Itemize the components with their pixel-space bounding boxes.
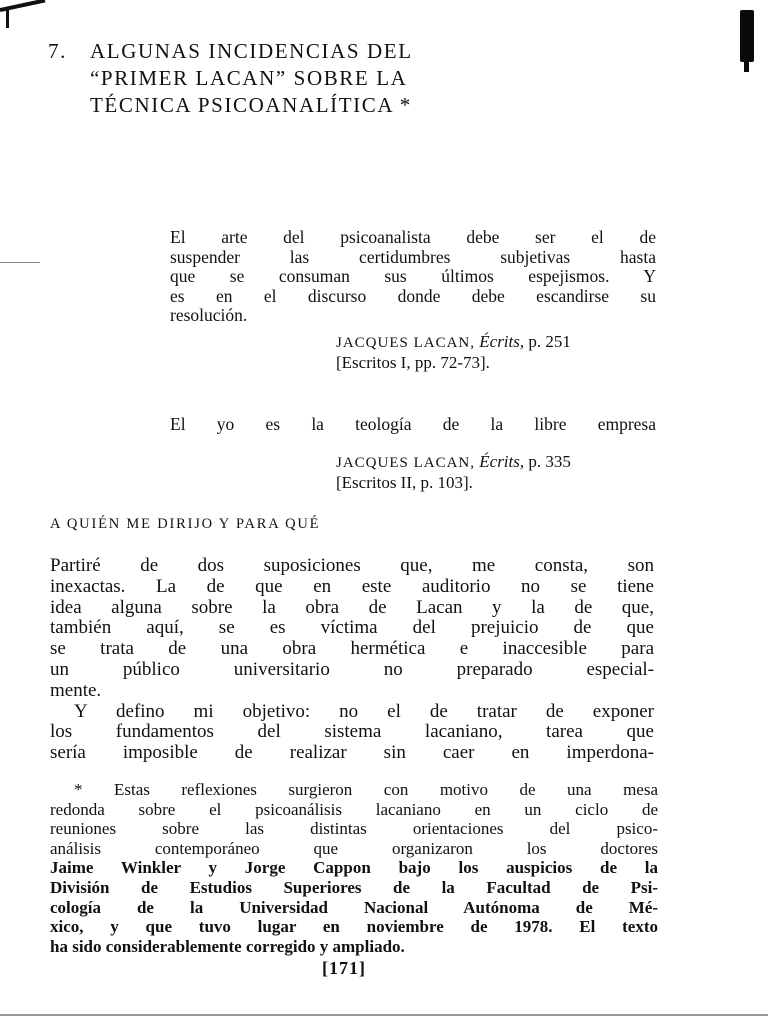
epigraph-line: es en el discurso donde debe escandirse su: [170, 285, 656, 306]
body-line: inexactas. La de que en este auditorio no se tiene: [50, 575, 654, 597]
footnote-line: ha sido considerablemente corregido y ampliado.: [50, 936, 405, 956]
chapter-title-line: “PRIMER LACAN” SOBRE LA: [90, 66, 408, 90]
body-line: mente.: [50, 679, 102, 701]
footnote: [50, 780, 658, 956]
epigraph-2-attribution: [336, 452, 571, 493]
scan-corner-mark: [0, 0, 48, 26]
scan-edge-mark: [740, 10, 754, 62]
body-text: [50, 556, 654, 764]
footnote-line: División de Estudios Superiores de la Facultad de Psi-: [50, 877, 658, 897]
epigraph-author: JACQUES LACAN,: [336, 455, 476, 471]
body-line: Y defino mi objetivo: no el de tratar de exponer: [74, 700, 654, 722]
body-line: un público universitario no preparado especial-: [50, 658, 654, 680]
epigraph-line: suspender las certidumbres subjetivas hasta: [170, 246, 656, 267]
body-line: también aquí, se es víctima del prejuicio de que: [50, 617, 654, 639]
section-heading: A QUIÉN ME DIRIJO Y PARA QUÉ: [50, 516, 321, 532]
body-line: los fundamentos del sistema lacaniano, tarea que: [50, 721, 654, 743]
epigraph-work: Écrits,: [479, 452, 525, 471]
chapter-title: [90, 38, 510, 119]
body-line: Partiré de dos suposiciones que, me consta, son: [50, 555, 654, 576]
epigraph-translation-ref: [Escritos I, pp. 72-73].: [336, 353, 490, 372]
body-line: sería imposible de realizar sin caer en imperdona-: [50, 742, 654, 764]
footnote-line: Jaime Winkler y Jorge Cappon bajo los auspicios de la: [50, 858, 658, 878]
epigraph-work: Écrits,: [479, 332, 525, 351]
body-line: idea alguna sobre la obra de Lacan y la de que,: [50, 596, 654, 618]
epigraph-translation-ref: [Escritos II, p. 103].: [336, 473, 473, 492]
footnote-line: * Estas reflexiones surgieron con motivo de una mesa: [74, 780, 658, 799]
epigraph-line: El arte del psicoanalista debe ser el de: [170, 227, 656, 247]
footnote-line: redonda sobre el psicoanálisis lacaniano en un ciclo de: [50, 799, 658, 819]
epigraph-line: resolución.: [170, 305, 248, 325]
epigraph-1-attribution: [336, 332, 571, 373]
epigraph-1: [170, 228, 656, 326]
chapter-title-line: ALGUNAS INCIDENCIAS DEL: [90, 39, 413, 63]
footnote-line: análisis contemporáneo que organizaron los doctores: [50, 838, 658, 858]
epigraph-page: p. 335: [528, 452, 571, 471]
body-line: se trata de una obra hermética e inaccesible para: [50, 638, 654, 660]
epigraph-author: JACQUES LACAN,: [336, 335, 476, 351]
chapter-number: 7.: [48, 39, 67, 63]
chapter-title-line: TÉCNICA PSICOANALÍTICA *: [90, 93, 412, 117]
page-number: [171]: [322, 958, 366, 978]
footnote-line: reuniones sobre las distintas orientaciones del psico-: [50, 819, 658, 839]
epigraph-page: p. 251: [528, 332, 571, 351]
epigraph-2: El yo es la teología de la libre empresa: [170, 414, 656, 434]
footnote-line: cología de la Universidad Nacional Autónoma de Mé-: [50, 897, 658, 917]
footnote-line: xico, y que tuvo lugar en noviembre de 1978. El texto: [50, 917, 658, 937]
page-divider: [0, 1014, 768, 1016]
epigraph-line: que se consuman sus últimos espejismos. Y: [170, 266, 656, 286]
scan-noise: [0, 262, 40, 263]
